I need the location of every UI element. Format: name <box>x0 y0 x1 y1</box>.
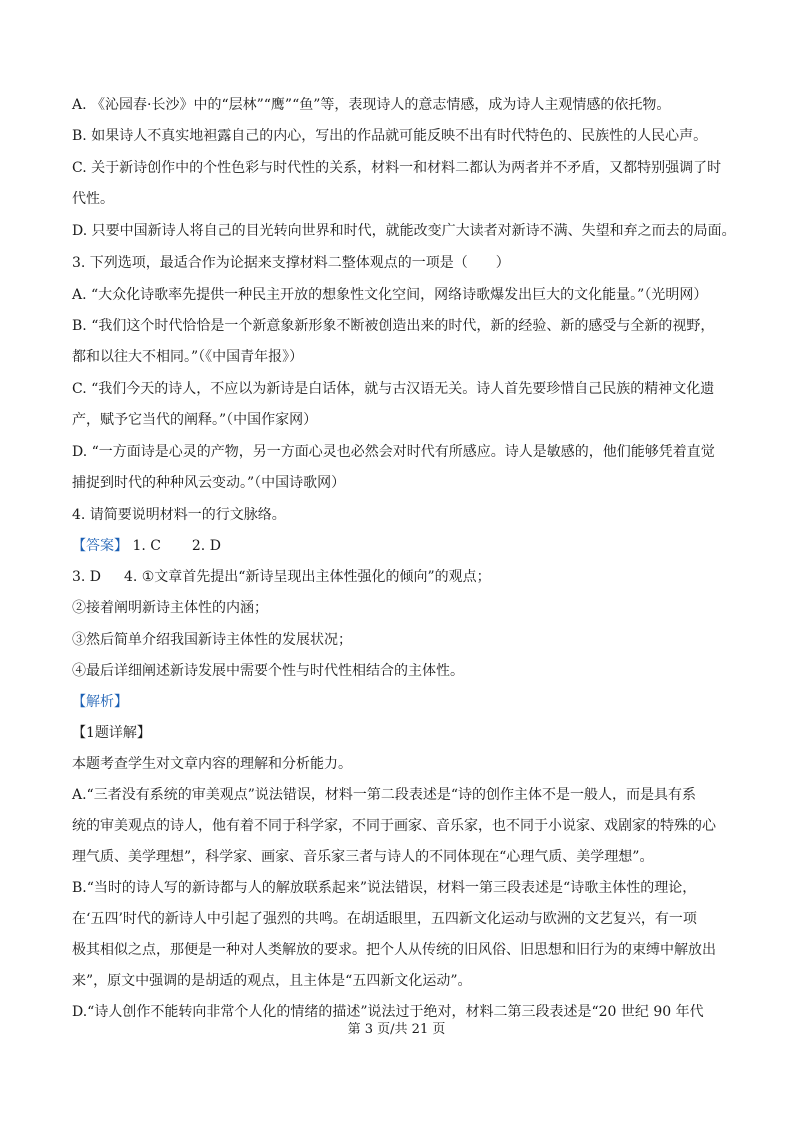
analysis-line: 统的审美观点的诗人，他有着不同于科学家，不同于画家、音乐家，也不同于小说家、戏剧家的特殊的心 <box>72 818 716 834</box>
option-line-a: A. 《沁园春·长沙》中的“层林”“鹰”“鱼”等，表现诗人的意志情感，成为诗人主观情感的依托物。 <box>72 97 671 113</box>
answer-4: 4. ①文章首先提出“新诗呈现出主体性强化的倾向”的观点； <box>123 569 491 585</box>
option-line-b: B. 如果诗人不真实地袒露自己的内心，写出的作品就可能反映不出有时代特色的、民族性的人民心声。 <box>72 128 708 144</box>
question-3: 3. 下列选项，最适合作为论据来支撑材料二整体观点的一项是（ ） <box>72 255 510 271</box>
page-footer: 第 3 页/共 21 页 <box>347 1022 446 1037</box>
q3-option-a: A. “大众化诗歌率先提供一种民主开放的想象性文化空间，网络诗歌爆发出巨大的文化能量。”（光明网） <box>72 287 708 303</box>
question-4: 4. 请简要说明材料一的行文脉络。 <box>72 507 286 523</box>
option-line-c: C. 关于新诗创作中的个性色彩与时代性的关系，材料一和材料二都认为两者并不矛盾，又都特别强调了时 <box>72 160 722 176</box>
answer-line-2 <box>72 567 491 587</box>
analysis-line: 极其相似之点，那便是一种对人类解放的要求。把个人从传统的旧风俗、旧思想和旧行为的束缚中解放出 <box>72 942 716 958</box>
analysis-line: 来”，原文中强调的是胡适的观点，且主体是“五四新文化运动”。 <box>72 973 472 989</box>
analysis-line: 在‘五四’时代的新诗人中引起了强烈的共鸣。在胡适眼里，五四新文化运动与欧洲的文艺复兴，有一项 <box>72 911 697 927</box>
answer-step-3: ③然后简单介绍我国新诗主体性的发展状况； <box>72 632 352 648</box>
q3-option-c-cont: 产，赋予它当代的阐释。”（中国作家网） <box>72 412 318 428</box>
analysis-line: 理气质、美学理想”，科学家、画家、音乐家三者与诗人的不同体现在“心理气质、美学理想”。 <box>72 849 654 865</box>
q3-option-d: D. “一方面诗是心灵的产物，另一方面心灵也必然会对时代有所感应。诗人是敏感的，他们能够凭着直觉 <box>72 444 715 460</box>
option-line-d: D. 只要中国新诗人将自己的目光转向世界和时代，就能改变广大读者对新诗不满、失望和弃之而去的局面。 <box>72 223 736 239</box>
analysis-line: A.“三者没有系统的审美观点”说法错误，材料一第二段表述是“诗的创作主体不是一般人，而是具有系 <box>72 787 697 803</box>
answer-step-4: ④最后详细阐述新诗发展中需要个性与时代性相结合的主体性。 <box>72 663 464 679</box>
answer-line <box>72 536 221 556</box>
q3-option-d-cont: 捕捉到时代的种种风云变动。”（中国诗歌网） <box>72 475 346 491</box>
q3-option-c: C. “我们今天的诗人，不应以为新诗是白话体，就与古汉语无关。诗人首先要珍惜自己民族的精神文化遗 <box>72 381 715 397</box>
answer-2: 2. D <box>191 538 221 554</box>
analysis-line: 本题考查学生对文章内容的理解和分析能力。 <box>72 756 352 772</box>
analysis-subheading: 【1题详解】 <box>72 725 151 741</box>
q3-option-b: B. “我们这个时代恰恰是一个新意象新形象不断被创造出来的时代，新的经验、新的感受与全新的视野， <box>72 318 715 334</box>
analysis-line: D.“诗人创作不能转向非常个人化的情绪的描述”说法过于绝对，材料二第三段表述是“20 世纪 90 年代 <box>72 1004 704 1020</box>
answer-1: 1. C <box>132 538 161 554</box>
analysis-line: B.“当时的诗人写的新诗都与人的解放联系起来”说法错误，材料一第三段表述是“诗歌主体性的理论， <box>72 880 697 896</box>
answer-step-2: ②接着阐明新诗主体性的内涵； <box>72 600 268 616</box>
answer-label: 【答案】 <box>72 538 128 554</box>
q3-option-b-cont: 都和以往大不相同。”（《中国青年报》） <box>72 349 304 365</box>
analysis-label: 【解析】 <box>72 694 128 710</box>
option-line-c-cont: 代性。 <box>72 191 114 207</box>
answer-3: 3. D <box>72 569 102 585</box>
